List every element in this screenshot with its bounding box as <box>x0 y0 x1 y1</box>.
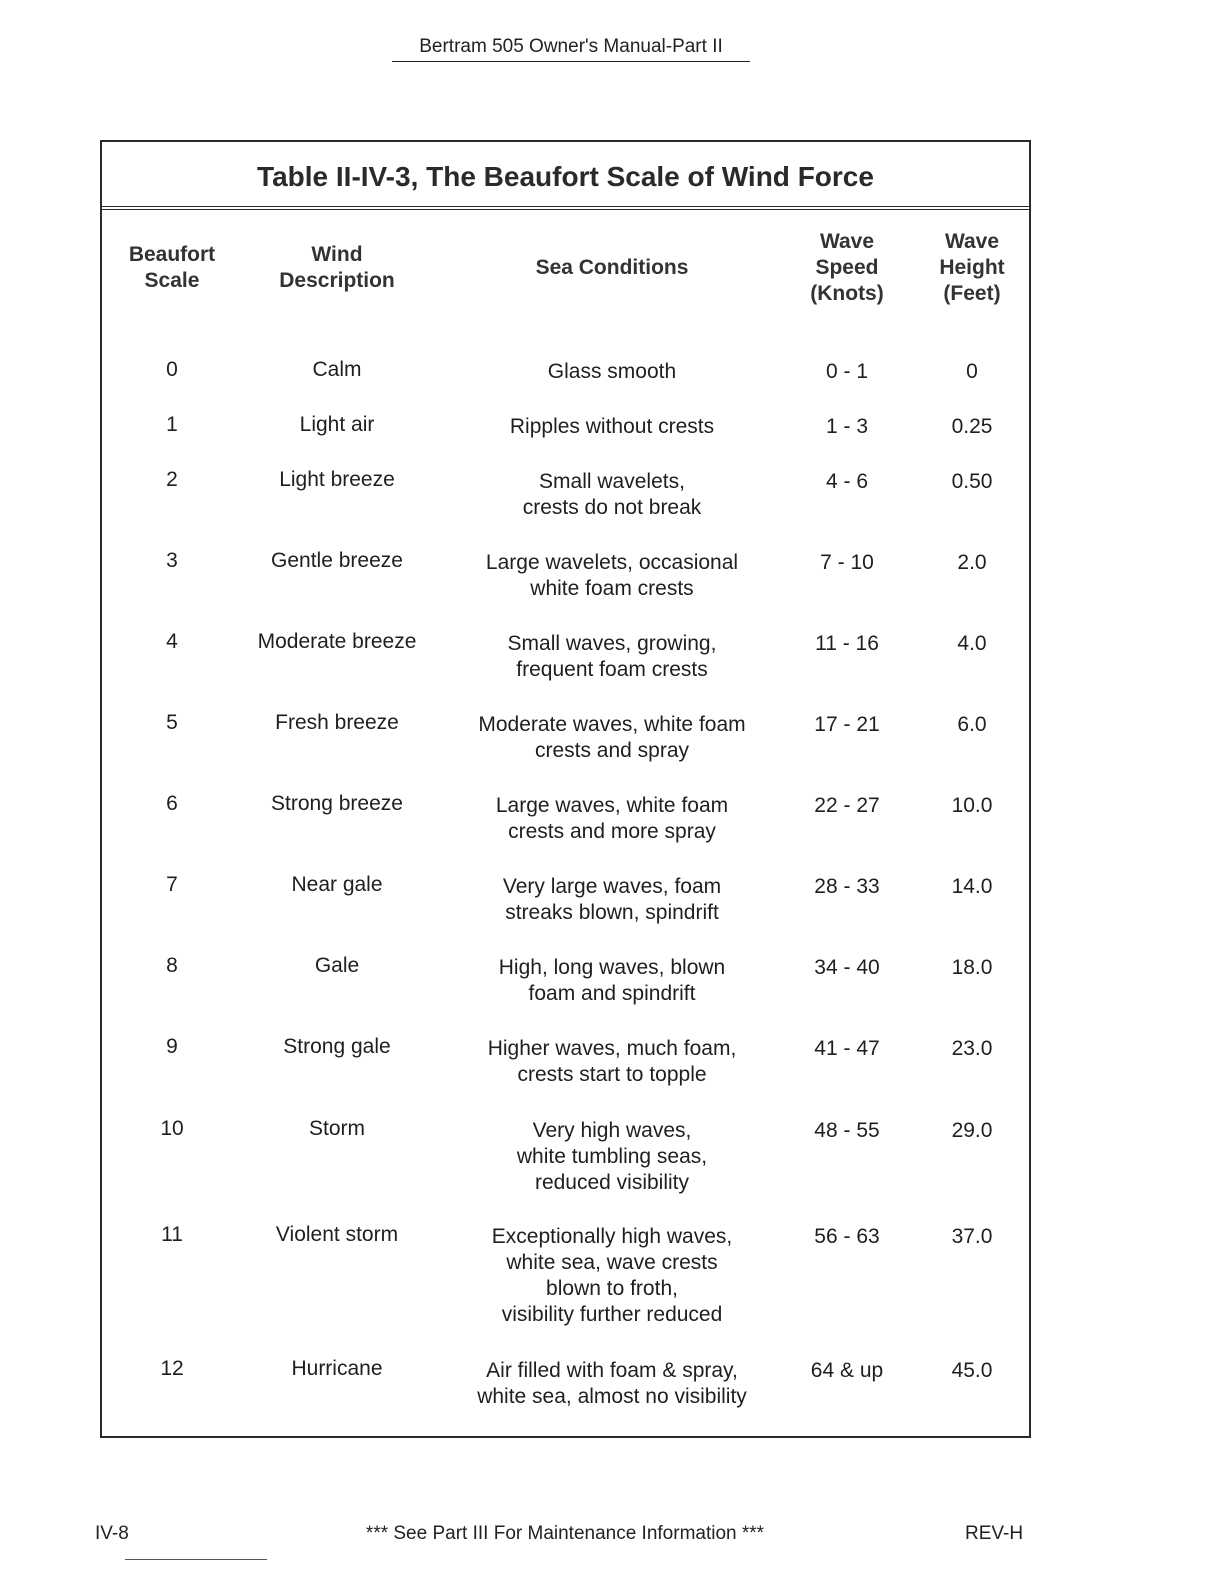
cell-height: 6.0 <box>957 713 987 736</box>
cell-wind: Near gale <box>291 873 383 896</box>
cell-height: 23.0 <box>951 1037 993 1060</box>
col-header-wind: Wind Description <box>279 243 395 292</box>
cell-speed: 34 - 40 <box>814 956 880 979</box>
cell-wind: Gale <box>314 954 360 977</box>
cell-wind: Violent storm <box>275 1223 399 1246</box>
footer-page-number: IV-8 <box>95 1523 129 1544</box>
cell-scale: 9 <box>166 1035 178 1058</box>
cell-speed: 1 - 3 <box>825 415 869 438</box>
cell-wind: Light breeze <box>279 468 395 491</box>
footer-note: *** See Part III For Maintenance Information *** <box>365 1523 765 1544</box>
cell-speed: 4 - 6 <box>825 470 869 493</box>
cell-height: 4.0 <box>957 632 987 655</box>
bottom-rule <box>125 1559 267 1560</box>
page-header-title: Bertram 505 Owner's Manual-Part II <box>392 36 750 62</box>
cell-scale: 11 <box>161 1223 183 1246</box>
cell-height: 37.0 <box>951 1225 993 1248</box>
cell-height: 0.25 <box>951 415 993 438</box>
cell-wind: Calm <box>312 358 362 381</box>
cell-scale: 6 <box>166 792 178 815</box>
cell-scale: 2 <box>166 468 178 491</box>
cell-sea: High, long waves, blown foam and spindrift <box>498 956 726 1005</box>
cell-sea: Small wavelets, crests do not break <box>522 470 702 519</box>
cell-sea: Large waves, white foam crests and more spray <box>495 794 729 843</box>
cell-height: 29.0 <box>951 1119 993 1142</box>
cell-wind: Gentle breeze <box>271 549 403 572</box>
cell-speed: 22 - 27 <box>814 794 880 817</box>
cell-scale: 3 <box>166 549 178 572</box>
cell-scale: 0 <box>166 358 178 381</box>
cell-speed: 28 - 33 <box>814 875 880 898</box>
cell-height: 0 <box>966 360 978 383</box>
cell-height: 14.0 <box>951 875 993 898</box>
cell-scale: 12 <box>160 1357 184 1380</box>
cell-height: 18.0 <box>951 956 993 979</box>
cell-height: 2.0 <box>957 551 987 574</box>
cell-scale: 5 <box>166 711 178 734</box>
cell-sea: Small waves, growing, frequent foam crests <box>507 632 717 681</box>
cell-scale: 8 <box>166 954 178 977</box>
cell-speed: 48 - 55 <box>814 1119 880 1142</box>
col-header-speed: Wave Speed (Knots) <box>810 230 884 305</box>
col-header-sea: Sea Conditions <box>535 256 689 279</box>
cell-scale: 4 <box>166 630 178 653</box>
column-headers <box>102 226 1029 310</box>
cell-sea: Higher waves, much foam, crests start to topple <box>487 1037 737 1086</box>
cell-wind: Light air <box>299 413 375 436</box>
col-header-height: Wave Height (Feet) <box>939 230 1005 305</box>
cell-scale: 10 <box>160 1117 184 1140</box>
cell-height: 10.0 <box>951 794 993 817</box>
beaufort-table <box>100 140 1031 1438</box>
cell-sea: Glass smooth <box>547 360 677 383</box>
cell-sea: Ripples without crests <box>509 415 715 438</box>
cell-wind: Storm <box>308 1117 365 1140</box>
cell-wind: Hurricane <box>291 1357 383 1380</box>
cell-wind: Moderate breeze <box>257 630 417 653</box>
cell-sea: Very high waves, white tumbling seas, reduced visibility <box>516 1119 708 1194</box>
cell-speed: 41 - 47 <box>814 1037 880 1060</box>
cell-scale: 7 <box>166 873 178 896</box>
cell-scale: 1 <box>166 413 178 436</box>
table-title: Table II-IV-3, The Beaufort Scale of Wind Force <box>102 142 1029 210</box>
cell-sea: Moderate waves, white foam crests and spray <box>478 713 746 762</box>
cell-height: 45.0 <box>951 1359 993 1382</box>
footer-revision: REV-H <box>965 1523 1024 1544</box>
cell-height: 0.50 <box>951 470 993 493</box>
cell-wind: Fresh breeze <box>275 711 399 734</box>
cell-speed: 56 - 63 <box>814 1225 880 1248</box>
cell-speed: 7 - 10 <box>820 551 874 574</box>
cell-speed: 11 - 16 <box>815 632 879 655</box>
col-header-scale: Beaufort Scale <box>128 243 216 292</box>
cell-wind: Strong breeze <box>271 792 403 815</box>
cell-speed: 0 - 1 <box>825 360 869 383</box>
cell-sea: Very large waves, foam streaks blown, spindrift <box>502 875 722 924</box>
cell-wind: Strong gale <box>283 1035 391 1058</box>
cell-sea: Air filled with foam & spray, white sea, almost no visibility <box>477 1359 747 1408</box>
cell-speed: 17 - 21 <box>814 713 880 736</box>
cell-sea: Large wavelets, occasional white foam crests <box>485 551 739 600</box>
cell-sea: Exceptionally high waves, white sea, wave crests blown to froth, visibility further reduced <box>491 1225 733 1326</box>
cell-speed: 64 & up <box>810 1359 884 1382</box>
